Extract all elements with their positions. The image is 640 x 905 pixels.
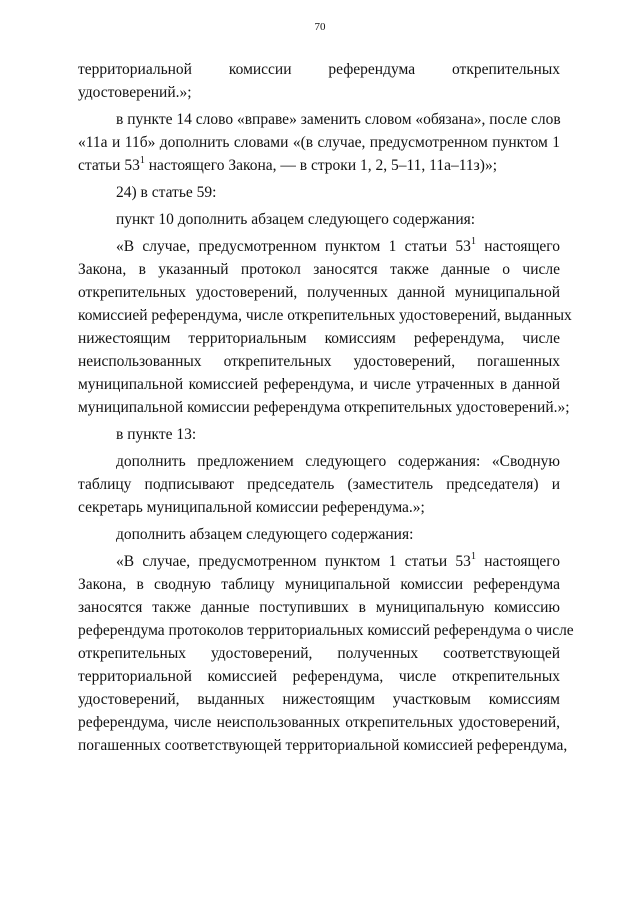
text-line: Закона, в указанный протокол заносятся также данные о числе (78, 261, 560, 278)
text-line: в пункте 13: (116, 426, 197, 443)
text-line: таблицу подписывают председатель (заместитель председателя) и (78, 476, 560, 493)
superscript: 1 (470, 550, 476, 562)
text-line: пункт 10 дополнить абзацем следующего содержания: (116, 211, 476, 228)
text-line: референдума, числе неиспользованных открепительных удостоверений, (78, 714, 560, 731)
text-line: муниципальной комиссии референдума открепительных удостоверений.»; (78, 399, 570, 416)
superscript: 1 (470, 235, 476, 247)
page-number: 70 (314, 21, 326, 33)
text-line: комиссией референдума, числе открепительных удостоверений, выданных (78, 307, 572, 324)
text-line: заносятся также данные поступивших в муниципальную комиссию (78, 599, 560, 616)
text-line: удостоверений.»; (78, 84, 192, 101)
text-line: дополнить абзацем следующего содержания: (116, 526, 414, 543)
text-line: погашенных соответствующей территориальной комиссией референдума, (78, 737, 568, 754)
text-line: территориальной комиссии референдума открепительных (78, 61, 560, 78)
superscript: 1 (139, 154, 145, 166)
text-segment: настоящего (475, 553, 560, 570)
text-line: Закона, в сводную таблицу муниципальной комиссии референдума (78, 576, 560, 593)
text-line: «11а и 11б» дополнить словами «(в случае, предусмотренном пунктом 1 (78, 134, 560, 151)
text-line (78, 550, 560, 573)
text-line: референдума протоколов территориальных комиссий референдума о числе (78, 622, 574, 639)
text-segment: настоящего (475, 238, 560, 255)
text-line: в пункте 14 слово «вправе» заменить словом «обязана», после слов (116, 111, 561, 128)
text-line (78, 154, 560, 177)
text-line: секретарь муниципальной комиссии референдума.»; (78, 499, 425, 516)
text-line: открепительных удостоверений, полученных данной муниципальной (78, 284, 560, 301)
text-line: территориальной комиссией референдума, числе открепительных (78, 668, 560, 685)
text-segment: настоящего Закона, — в строки 1, 2, 5–11, 11а–11з)»; (144, 157, 498, 174)
text-line: неиспользованных открепительных удостоверений, погашенных (78, 353, 560, 370)
text-segment: «В случае, предусмотренном пунктом 1 статьи 53 (116, 238, 471, 255)
text-segment: «В случае, предусмотренном пунктом 1 статьи 53 (116, 553, 471, 570)
text-line: нижестоящим территориальным комиссиям референдума, числе (78, 330, 560, 347)
text-line: удостоверений, выданных нижестоящим участковым комиссиям (78, 691, 560, 708)
text-segment: статьи 53 (78, 157, 140, 174)
text-line: открепительных удостоверений, полученных соответствующей (78, 645, 560, 662)
text-line: муниципальной комиссией референдума, и числе утраченных в данной (78, 376, 560, 393)
text-line: 24) в статье 59: (116, 184, 217, 201)
text-line: дополнить предложением следующего содержания: «Сводную (116, 453, 560, 470)
text-line (78, 235, 560, 258)
document-body (78, 58, 574, 757)
